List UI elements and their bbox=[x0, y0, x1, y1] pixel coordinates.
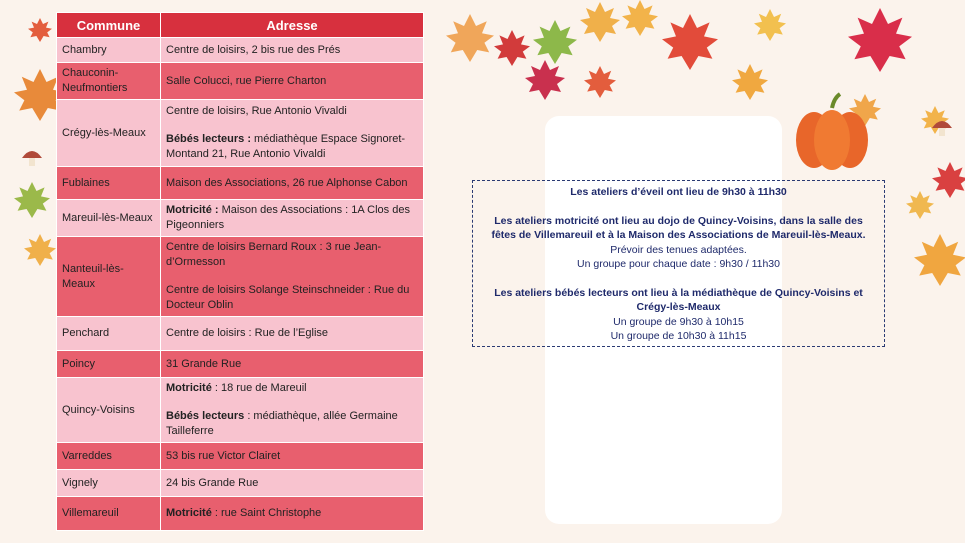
address-cell bbox=[161, 167, 424, 200]
commune-cell: Villemareuil bbox=[57, 497, 161, 531]
table-row bbox=[57, 38, 424, 63]
address-text: médiathèque Espace Signoret-Montand 21, Rue Antonio Vivaldi bbox=[166, 133, 406, 160]
motricite-location-text: Les ateliers motricité ont lieu au dojo de Quincy-Voisins, dans la salle des fêtes de Villemareuil et à la Maison des Associations de Mareuil-lès-Meaux. bbox=[491, 214, 866, 241]
leaf-icon bbox=[14, 182, 50, 218]
table-row bbox=[57, 317, 424, 351]
leaf-icon bbox=[580, 2, 620, 42]
commune-cell: Penchard bbox=[57, 317, 161, 351]
table-row bbox=[57, 63, 424, 100]
leaf-icon bbox=[533, 20, 577, 64]
commune-cell: Mareuil-lès-Meaux bbox=[57, 200, 161, 237]
address-text: Centre de loisirs : Rue de l’Eglise bbox=[166, 327, 329, 339]
address-text: Centre de loisirs Bernard Roux : 3 rue Jean-d’Ormesson bbox=[166, 241, 382, 268]
commune-cell: Quincy-Voisins bbox=[57, 378, 161, 443]
table-row bbox=[57, 378, 424, 443]
leaf-icon bbox=[494, 30, 530, 66]
address-cell bbox=[161, 497, 424, 531]
address-text: Centre de loisirs Solange Steinschneider : Rue du Docteur Oblin bbox=[166, 284, 410, 311]
address-cell bbox=[161, 351, 424, 378]
table-row bbox=[57, 497, 424, 531]
address-text: : médiathèque, allée Germaine Tailleferre bbox=[166, 410, 398, 437]
address-text: Maison des Associations : 1A Clos des Pigeonniers bbox=[166, 204, 410, 231]
address-cell bbox=[161, 237, 424, 317]
table-row bbox=[57, 443, 424, 470]
leaf-icon bbox=[932, 162, 965, 198]
address-cell bbox=[161, 443, 424, 470]
leaf-icon bbox=[914, 234, 965, 286]
bebes-lecteurs-text: Les ateliers bébés lecteurs ont lieu à la médiathèque de Quincy-Voisins et Crégy-lès-Meaux bbox=[494, 286, 863, 313]
table-row bbox=[57, 167, 424, 200]
address-table bbox=[56, 12, 424, 531]
table-header-row bbox=[57, 13, 424, 38]
address-text: Maison des Associations, 26 rue Alphonse Cabon bbox=[166, 176, 408, 189]
commune-cell: Nanteuil-lès-Meaux bbox=[57, 237, 161, 317]
commune-cell: Varreddes bbox=[57, 443, 161, 470]
address-label: Motricité bbox=[166, 507, 212, 519]
groupe-1-text: Un groupe de 9h30 à 10h15 bbox=[613, 315, 744, 328]
leaf-icon bbox=[24, 234, 56, 266]
address-cell bbox=[161, 200, 424, 237]
address-cell bbox=[161, 378, 424, 443]
leaf-icon bbox=[732, 64, 768, 100]
commune-cell: Vignely bbox=[57, 470, 161, 497]
table-row bbox=[57, 351, 424, 378]
leaf-icon bbox=[662, 14, 718, 70]
leaf-icon bbox=[906, 191, 934, 219]
commune-cell: Fublaines bbox=[57, 167, 161, 200]
column-header-commune: Commune bbox=[57, 13, 161, 38]
info-box bbox=[472, 180, 885, 347]
leaf-icon bbox=[584, 66, 616, 98]
address-label: Bébés lecteurs bbox=[166, 410, 245, 422]
address-label: Bébés lecteurs : bbox=[166, 133, 251, 145]
commune-cell: Chambry bbox=[57, 38, 161, 63]
address-text: Centre de loisirs, Rue Antonio Vivaldi bbox=[166, 105, 347, 117]
address-text: Salle Colucci, rue Pierre Charton bbox=[166, 74, 327, 87]
column-header-adresse: Adresse bbox=[161, 13, 424, 38]
address-text: Centre de loisirs, 2 bis rue des Prés bbox=[166, 43, 341, 56]
tenues-text: Prévoir des tenues adaptées. bbox=[610, 243, 747, 256]
address-cell bbox=[161, 63, 424, 100]
leaf-icon bbox=[28, 18, 52, 42]
table-row bbox=[57, 200, 424, 237]
eveil-hours-text: Les ateliers d’éveil ont lieu de 9h30 à 11h30 bbox=[570, 186, 787, 198]
address-label: Motricité : bbox=[166, 204, 219, 216]
commune-cell: Chauconin-Neufmontiers bbox=[57, 63, 161, 100]
address-cell bbox=[161, 100, 424, 167]
address-text: : 18 rue de Mareuil bbox=[211, 382, 307, 394]
groupe-2-text: Un groupe de 10h30 à 11h15 bbox=[610, 330, 747, 342]
leaf-icon bbox=[754, 9, 786, 41]
address-label: Motricité bbox=[166, 382, 212, 394]
address-text: 53 bis rue Victor Clairet bbox=[166, 449, 281, 462]
table-row bbox=[57, 237, 424, 317]
leaf-icon bbox=[848, 8, 912, 72]
leaf-icon bbox=[525, 60, 565, 100]
leaf-icon bbox=[446, 14, 494, 62]
mushroom-icon bbox=[22, 151, 42, 166]
address-cell bbox=[161, 317, 424, 351]
groupe-date-text: Un groupe pour chaque date : 9h30 / 11h30 bbox=[577, 258, 780, 270]
commune-cell: Poincy bbox=[57, 351, 161, 378]
address-text: : rue Saint Christophe bbox=[211, 507, 322, 519]
table-row bbox=[57, 470, 424, 497]
address-cell bbox=[161, 38, 424, 63]
address-text: 31 Grande Rue bbox=[166, 357, 242, 370]
address-cell bbox=[161, 470, 424, 497]
table-row bbox=[57, 100, 424, 167]
leaf-icon bbox=[622, 0, 658, 36]
commune-cell: Crégy-lès-Meaux bbox=[57, 100, 161, 167]
address-text: 24 bis Grande Rue bbox=[166, 476, 259, 489]
